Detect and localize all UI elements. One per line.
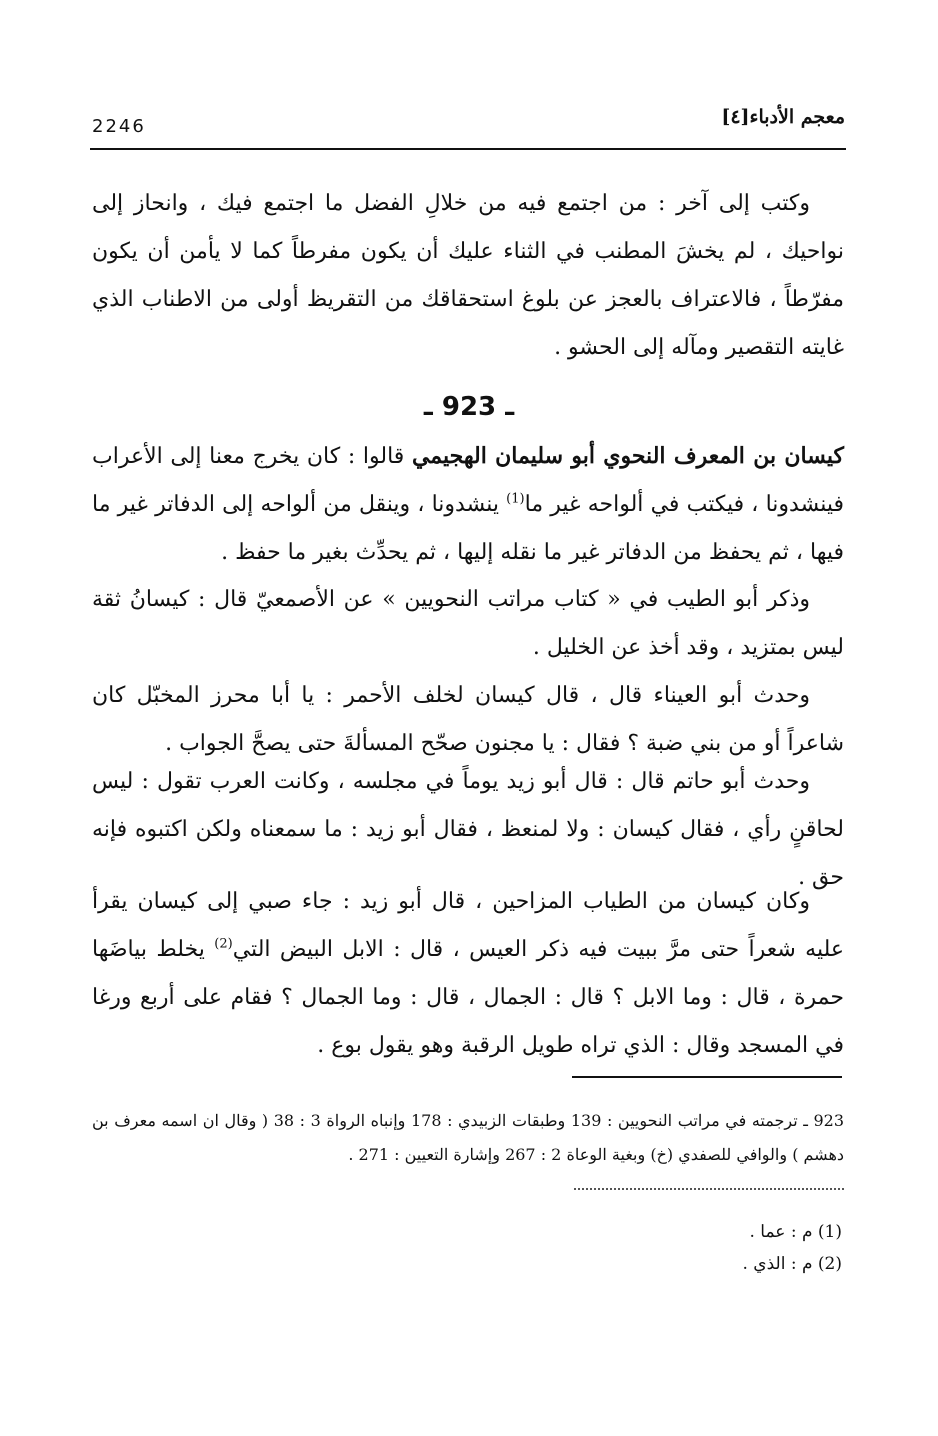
footnote-ref-1[interactable]: (1) bbox=[506, 491, 525, 507]
footnote-ref-2[interactable]: (2) bbox=[214, 936, 233, 952]
paragraph-abu-tayyib bbox=[92, 576, 844, 672]
footnote-rule bbox=[572, 1076, 842, 1078]
entry-name: كيسان بن المعرف النحوي أبو سليمان الهجيمي bbox=[411, 443, 844, 469]
paragraph-entry-intro bbox=[92, 432, 844, 577]
paragraph-text: وحدث أبو العيناء قال ، قال كيسان لخلف الأحمر : يا أبا محرز المخبّل كان شاعراً أو من بني ضبة ؟ فقال : يا مجنون صحّح المسألةَ حتى يصحَّ الجواب . bbox=[92, 683, 844, 756]
paragraph-anecdote bbox=[92, 878, 844, 1070]
paragraph-abu-aynaa bbox=[92, 672, 844, 768]
source-footnote: 923 ـ ترجمته في مراتب النحويين : 139 وطبقات الزبيدي : 178 وإنباه الرواة 3 : 38 ( وقال ان اسمه معرف بن دهشم ) والوافي للصفدي (خ) وبغية الوعاة 2 : 267 وإشارة التعيين : 271 . bbox=[92, 1111, 845, 1164]
paragraph-text: وذكر أبو الطيب في « كتاب مراتب النحويين » عن الأصمعيّ قال : كيسانُ ثقة ليس بمتزيد ، وقد أخذ عن الخليل . bbox=[92, 587, 844, 660]
running-header-title: معجم الأدباء[٤] bbox=[721, 106, 845, 128]
paragraph-text: ينشدونا ، وينقل من ألواحه إلى الدفاتر غير ما فيها ، ثم يحفظ من الدفاتر غير ما نقله إليها ، ثم يحدِّث بغير ما حفظ . bbox=[92, 492, 844, 565]
paragraph-text: قالوا : كان يخرج معنا إلى الأعراب فينشدونا ، فيكتب في ألواحه غير ما bbox=[92, 444, 844, 517]
paragraph-text: يخلط بياضَها حمرة ، قال : وما الابل ؟ قال : الجمال ، قال : وما الجمال ؟ فقام على أربع ورغا في المسجد وقال : الذي تراه طويل الرقبة وهو يقول بوع . bbox=[92, 937, 844, 1058]
header-rule bbox=[90, 148, 846, 150]
variant-notes bbox=[742, 1216, 842, 1280]
entry-number: ـ 923 ـ bbox=[423, 392, 515, 422]
page-number: 2246 bbox=[92, 116, 146, 137]
paragraph-text: وحدث أبو حاتم قال : قال أبو زيد يوماً في مجلسه ، وكانت العرب تقول : ليس لحاقنٍ رأي ، فقال كيسان : ولا لمنعظ ، فقال أبو زيد : ما سمعناه ولكن اكتبوه فإنه حق . bbox=[92, 769, 844, 890]
footnote-dotted-rule bbox=[574, 1188, 844, 1190]
paragraph-text: وكان كيسان من الطياب المزاحين ، قال أبو زيد : جاء صبي إلى كيسان يقرأ عليه شعراً حتى مرَّ ببيت فيه ذكر العيس ، قال : الابل البيض التي bbox=[92, 889, 844, 962]
footnote-1: (1) م : عما . bbox=[749, 1222, 842, 1242]
footnote-2: (2) م : الذي . bbox=[742, 1254, 842, 1274]
paragraph-text: وكتب إلى آخر : من اجتمع فيه من خلالِ الفضل ما اجتمع فيك ، وانحاز إلى نواحيك ، لم يخشَ المطنب في الثناء عليك أن يكون مفرطاً كما لا يأمن أن يكون مفرّطاً ، فالاعتراف بالعجز عن بلوغ استحقاقك من التقريظ أولى من الاطناب الذي غايته التقصير ومآله إلى الحشو . bbox=[92, 191, 844, 360]
paragraph-letter bbox=[92, 180, 844, 372]
